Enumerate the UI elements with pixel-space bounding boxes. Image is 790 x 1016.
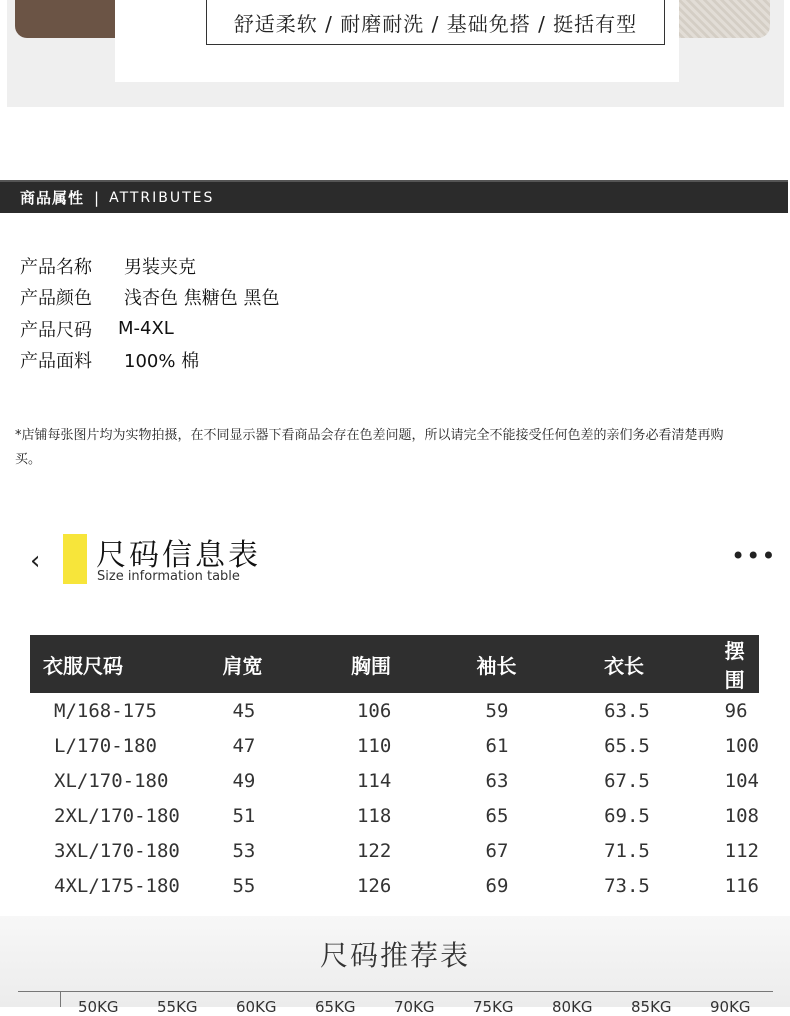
- table-cell: 67: [485, 839, 509, 862]
- table-cell: 69.5: [604, 804, 650, 827]
- table-cell: XL/170-180: [54, 769, 169, 792]
- attributes-header-separator: |: [94, 188, 100, 207]
- table-cell: 49: [232, 769, 256, 792]
- size-table: [30, 635, 759, 903]
- column-header: 胸围: [342, 635, 468, 693]
- weight-label: 50KG: [78, 998, 119, 1016]
- table-cell: 67.5: [604, 769, 650, 792]
- table-cell: 118: [356, 804, 392, 827]
- size-table-subtitle: Size information table: [97, 569, 240, 584]
- table-cell: 96: [724, 699, 748, 722]
- table-cell: 47: [232, 734, 256, 757]
- attribute-row-size: [20, 313, 279, 345]
- weight-label: 80KG: [552, 998, 593, 1016]
- weight-label: 90KG: [710, 998, 751, 1016]
- table-cell: 108: [724, 804, 759, 827]
- table-cell: 126: [356, 874, 392, 897]
- column-header: 衣服尺码: [30, 635, 212, 693]
- feature-tagline: 舒适柔软 / 耐磨耐洗 / 基础免搭 / 挺括有型: [206, 0, 665, 45]
- size-table-head-row: [30, 635, 759, 693]
- attributes-header: [0, 180, 788, 213]
- table-cell: 116: [724, 874, 759, 897]
- table-cell: 112: [724, 839, 759, 862]
- column-header: 摆围: [716, 635, 759, 693]
- table-cell: 53: [232, 839, 256, 862]
- attribute-key: 产品名称: [20, 256, 92, 278]
- attribute-key: 产品面料: [20, 351, 92, 373]
- table-cell: 104: [724, 769, 759, 792]
- more-dots-icon[interactable]: •••: [731, 542, 777, 570]
- attribute-key: 产品尺码: [20, 319, 92, 341]
- attributes-header-zh: 商品属性: [20, 189, 85, 207]
- table-cell: 110: [356, 734, 392, 757]
- attributes-header-en: ATTRIBUTES: [109, 189, 215, 206]
- table-cell: 3XL/170-180: [54, 839, 180, 862]
- attribute-row-name: [20, 250, 279, 282]
- divider: [18, 991, 773, 992]
- column-header: 袖长: [468, 635, 596, 693]
- weight-label: 55KG: [157, 998, 198, 1016]
- table-row: [30, 868, 759, 903]
- divider: [60, 991, 61, 1007]
- accent-bar: [63, 534, 87, 584]
- chevron-left-icon[interactable]: ‹: [30, 546, 41, 576]
- table-cell: 4XL/175-180: [54, 874, 180, 897]
- color-disclaimer: *店铺每张图片均为实物拍摄，在不同显示器下看商品会存在色差问题，所以请完全不能接受任何色差的亲们务必看清楚再购买。: [15, 428, 724, 467]
- table-row: [30, 798, 759, 833]
- table-cell: 114: [356, 769, 392, 792]
- attributes-list: [20, 250, 279, 376]
- table-cell: 63.5: [604, 699, 650, 722]
- table-cell: 61: [485, 734, 509, 757]
- attribute-row-fabric: [20, 345, 279, 377]
- size-table-title: 尺码信息表: [96, 538, 261, 573]
- table-row: [30, 763, 759, 798]
- size-table-header: [0, 528, 790, 598]
- weight-label: 75KG: [473, 998, 514, 1016]
- table-cell: 106: [356, 699, 392, 722]
- attribute-value: 浅杏色 焦糖色 黑色: [124, 288, 280, 310]
- attribute-value: M-4XL: [118, 318, 174, 340]
- weight-header-row: [78, 998, 789, 1016]
- size-recommend-section: [0, 916, 790, 1016]
- column-header: 衣长: [595, 635, 716, 693]
- weight-label: 60KG: [236, 998, 277, 1016]
- column-header: 肩宽: [212, 635, 342, 693]
- attribute-value: 100% 棉: [124, 351, 200, 373]
- table-cell: 45: [232, 699, 256, 722]
- table-row: [30, 728, 759, 763]
- weight-label: 70KG: [394, 998, 435, 1016]
- table-cell: M/168-175: [54, 699, 157, 722]
- size-recommend-title: 尺码推荐表: [319, 939, 470, 972]
- table-cell: 73.5: [604, 874, 650, 897]
- table-cell: 65.5: [604, 734, 650, 757]
- weight-label: 85KG: [631, 998, 672, 1016]
- table-cell: 65: [485, 804, 509, 827]
- table-cell: 51: [232, 804, 256, 827]
- attribute-key: 产品颜色: [20, 288, 92, 310]
- table-cell: 2XL/170-180: [54, 804, 180, 827]
- table-cell: 71.5: [604, 839, 650, 862]
- table-cell: 100: [724, 734, 759, 757]
- table-cell: 63: [485, 769, 509, 792]
- weight-label: 65KG: [315, 998, 356, 1016]
- attribute-value: 男装夹克: [124, 256, 196, 278]
- table-row: [30, 693, 759, 728]
- table-cell: 69: [485, 874, 509, 897]
- table-row: [30, 833, 759, 868]
- table-cell: 55: [232, 874, 256, 897]
- table-cell: L/170-180: [54, 734, 157, 757]
- table-cell: 122: [356, 839, 392, 862]
- attribute-row-color: [20, 282, 279, 314]
- table-cell: 59: [485, 699, 509, 722]
